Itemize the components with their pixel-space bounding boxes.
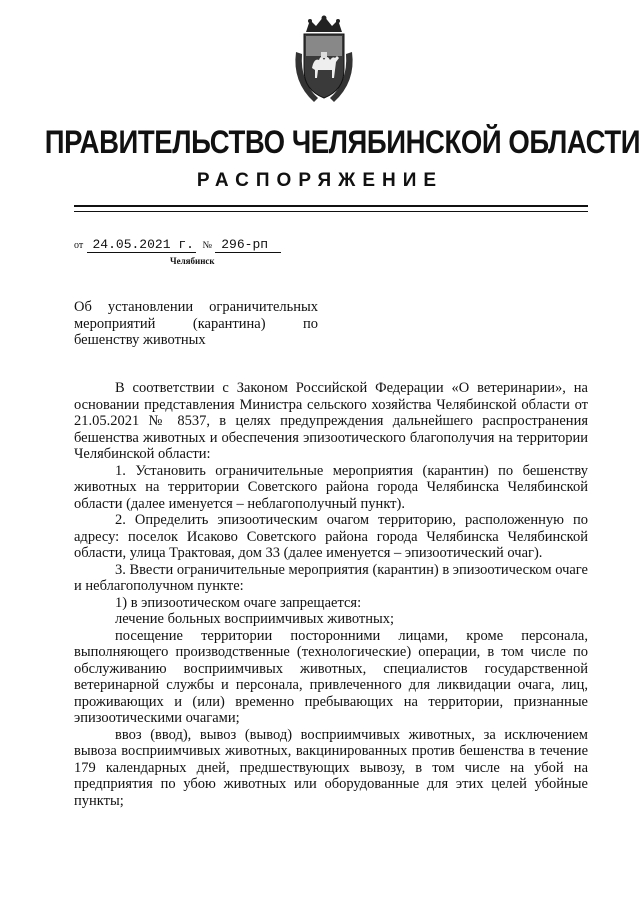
document-body	[74, 380, 588, 809]
document-dateline	[74, 236, 281, 253]
city-label: Челябинск	[170, 256, 215, 266]
subclause-1: 1) в эпизоотическом очаге запрещается:	[115, 594, 362, 611]
number-label: №	[202, 240, 212, 251]
subject-line: бешенству животных	[74, 332, 206, 348]
from-label: от	[74, 240, 84, 251]
date-value: 24.05.2021	[92, 237, 171, 252]
prohibition-item: ввоз (ввод), вывоз (вывод) восприимчивых животных, за исключением вывоза восприимчивых животных, вакцинированных против бешенства в течение 179 календарных дней, предшествующих вывозу, в том числе на убой на предприятия по убою животных или оборудованные для этих целей убойные пункты;	[74, 726, 588, 809]
clause-2: 2. Определить эпизоотическим очагом территорию, расположенную по адресу: поселок Исаково Советского района города Челябинска Челябинской области, улица Трактовая, дом 33 (далее именуется – эпизоотический очаг).	[74, 512, 588, 561]
subject-line: Об установлении ограничительных	[74, 299, 318, 315]
document-subject	[74, 299, 318, 349]
coat-of-arms-icon	[292, 12, 356, 106]
prohibition-item: посещение территории посторонними лицами, кроме персонала, выполняющего производственные (технологические) операции, в том числе по обслуживанию восприимчивых животных, специалистов государственной ветеринарной службы и персонала, привлеченного для ликвидации очага, лиц, проживающих и (или) временно пребывающих на территории, признанные эпизоотическими очагами;	[74, 627, 588, 726]
header-rule-thick	[74, 205, 588, 207]
subject-line: мероприятий (карантина) по	[74, 315, 318, 332]
government-title: ПРАВИТЕЛЬСТВО ЧЕЛЯБИНСКОЙ ОБЛАСТИ	[44, 124, 640, 160]
header-rule-thin	[74, 211, 588, 212]
clause-3: 3. Ввести ограничительные мероприятия (карантин) в эпизоотическом очаге и неблагополучном пункте:	[74, 561, 588, 594]
clause-1: 1. Установить ограничительные мероприятия (карантин) по бешенству животных на территории Советского района города Челябинска Челябинской области (далее именуется – неблагополучный пункт).	[74, 462, 588, 512]
prohibition-item: лечение больных восприимчивых животных;	[115, 611, 394, 627]
number-value: 296-рп	[215, 237, 281, 253]
date-field	[87, 237, 196, 253]
year-suffix: г.	[178, 237, 194, 252]
document-type-title: РАСПОРЯЖЕНИЕ	[196, 170, 444, 191]
preamble-paragraph: В соответствии с Законом Российской Федерации «О ветеринарии», на основании представления Министра сельского хозяйства Челябинской области от 21.05.2021 № 8537, в целях предупреждения дальнейшего распространения бешенства животных и обеспечения эпизоотического благополучия на территории Челябинской области:	[74, 380, 588, 462]
